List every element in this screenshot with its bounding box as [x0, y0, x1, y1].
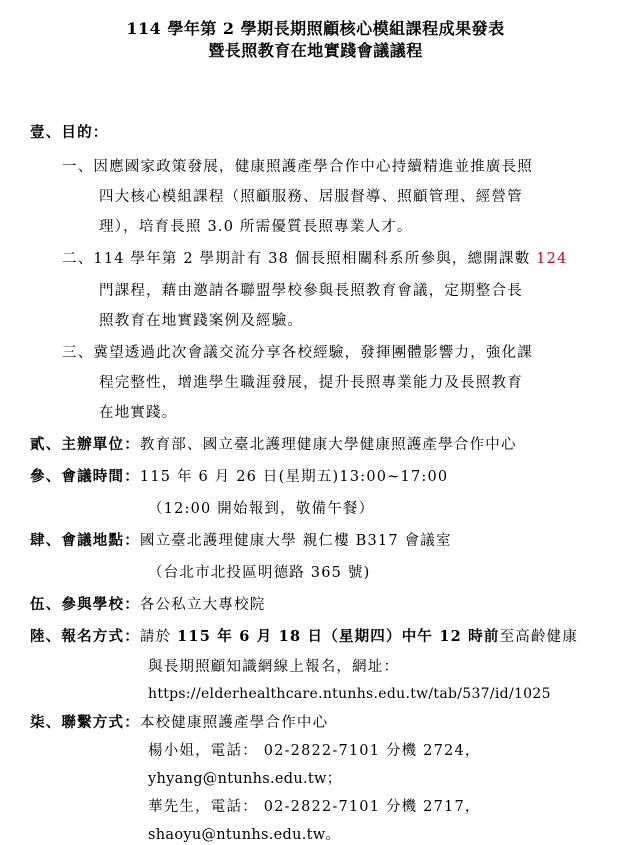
- venue-value: 國立臺北護理健康大學 親仁樓 B317 會議室: [139, 533, 452, 549]
- venue-address: （台北市北投區明德路 365 號): [148, 565, 371, 581]
- venue-row: [30, 531, 452, 551]
- contact-line-2: 楊小姐，電話： 02-2822-7101 分機 2724，: [148, 743, 481, 759]
- purpose-item-2-text: 二、114 學年第 2 學期計有 38 個長照相關科系所參與，總開課數: [62, 251, 537, 267]
- time-row: [30, 467, 448, 487]
- purpose-item-1-line-3: 理），培育長照 3.0 所需優質長照專業人才。: [99, 219, 413, 235]
- registration-url[interactable]: https://elderhealthcare.ntunhs.edu.tw/tab/537/id/1025: [148, 686, 551, 702]
- participants-label: 伍、參與學校：: [30, 596, 140, 613]
- registration-suffix: 至高齡健康: [499, 629, 579, 645]
- purpose-item-3-line-1: 三、冀望透過此次會議交流分享各校經驗，發揮團體影響力，強化課: [62, 345, 533, 361]
- registration-prefix: 請於: [139, 629, 178, 645]
- contact-row: [30, 713, 328, 733]
- organizer-row: [30, 435, 517, 455]
- course-count-highlight: 124: [536, 251, 568, 267]
- purpose-item-3-line-2: 程完整性，增進學生職涯發展，提升長照專業能力及長照教育: [99, 375, 523, 391]
- time-note: （12:00 開始報到，敬備午餐）: [148, 501, 375, 517]
- registration-label: 陸、報名方式：: [30, 628, 140, 645]
- registration-row: [30, 627, 578, 647]
- purpose-item-2-line-3: 照教育在地實踐案例及經驗。: [99, 313, 304, 329]
- venue-label: 肆、會議地點：: [30, 532, 140, 549]
- organizer-value: 教育部、國立臺北護理健康大學健康照護產學合作中心: [139, 437, 517, 453]
- document-title-line-1: 114 學年第 2 學期長期照顧核心模組課程成果發表: [126, 19, 505, 38]
- contact-email-2[interactable]: shaoyu@ntunhs.edu.tw。: [148, 827, 341, 843]
- purpose-item-3-line-3: 在地實踐。: [99, 405, 178, 421]
- document-title-line-2: 暨長照教育在地實踐會議議程: [208, 41, 423, 60]
- purpose-heading: 壹、目的：: [30, 124, 109, 141]
- registration-line-2: 與長期照顧知識網線上報名，網址：: [148, 659, 400, 675]
- participants-row: [30, 595, 266, 615]
- contact-label: 柒、聯繫方式：: [30, 714, 140, 731]
- participants-value: 各公私立大專校院: [139, 597, 266, 613]
- purpose-item-2-line-1: [62, 249, 568, 269]
- contact-line-1: 本校健康照護產學合作中心: [139, 715, 329, 731]
- purpose-item-2-line-2: 門課程，藉由邀請各聯盟學校參與長照教育會議，定期整合長: [99, 283, 523, 299]
- purpose-item-1-line-2: 四大核心模組課程（照顧服務、居服督導、照顧管理、經營管: [99, 189, 523, 205]
- organizer-label: 貳、主辦單位：: [30, 436, 140, 453]
- contact-line-4: 華先生，電話： 02-2822-7101 分機 2717，: [148, 799, 481, 815]
- contact-email-1[interactable]: yhyang@ntunhs.edu.tw；: [148, 771, 342, 787]
- registration-deadline: 115 年 6 月 18 日（星期四）中午 12 時前: [177, 628, 500, 645]
- time-label: 參、會議時間：: [30, 468, 140, 485]
- time-value: 115 年 6 月 26 日(星期五)13:00~17:00: [139, 469, 449, 485]
- purpose-item-1-line-1: 一、因應國家政策發展，健康照護產學合作中心持續精進並推廣長照: [62, 159, 533, 175]
